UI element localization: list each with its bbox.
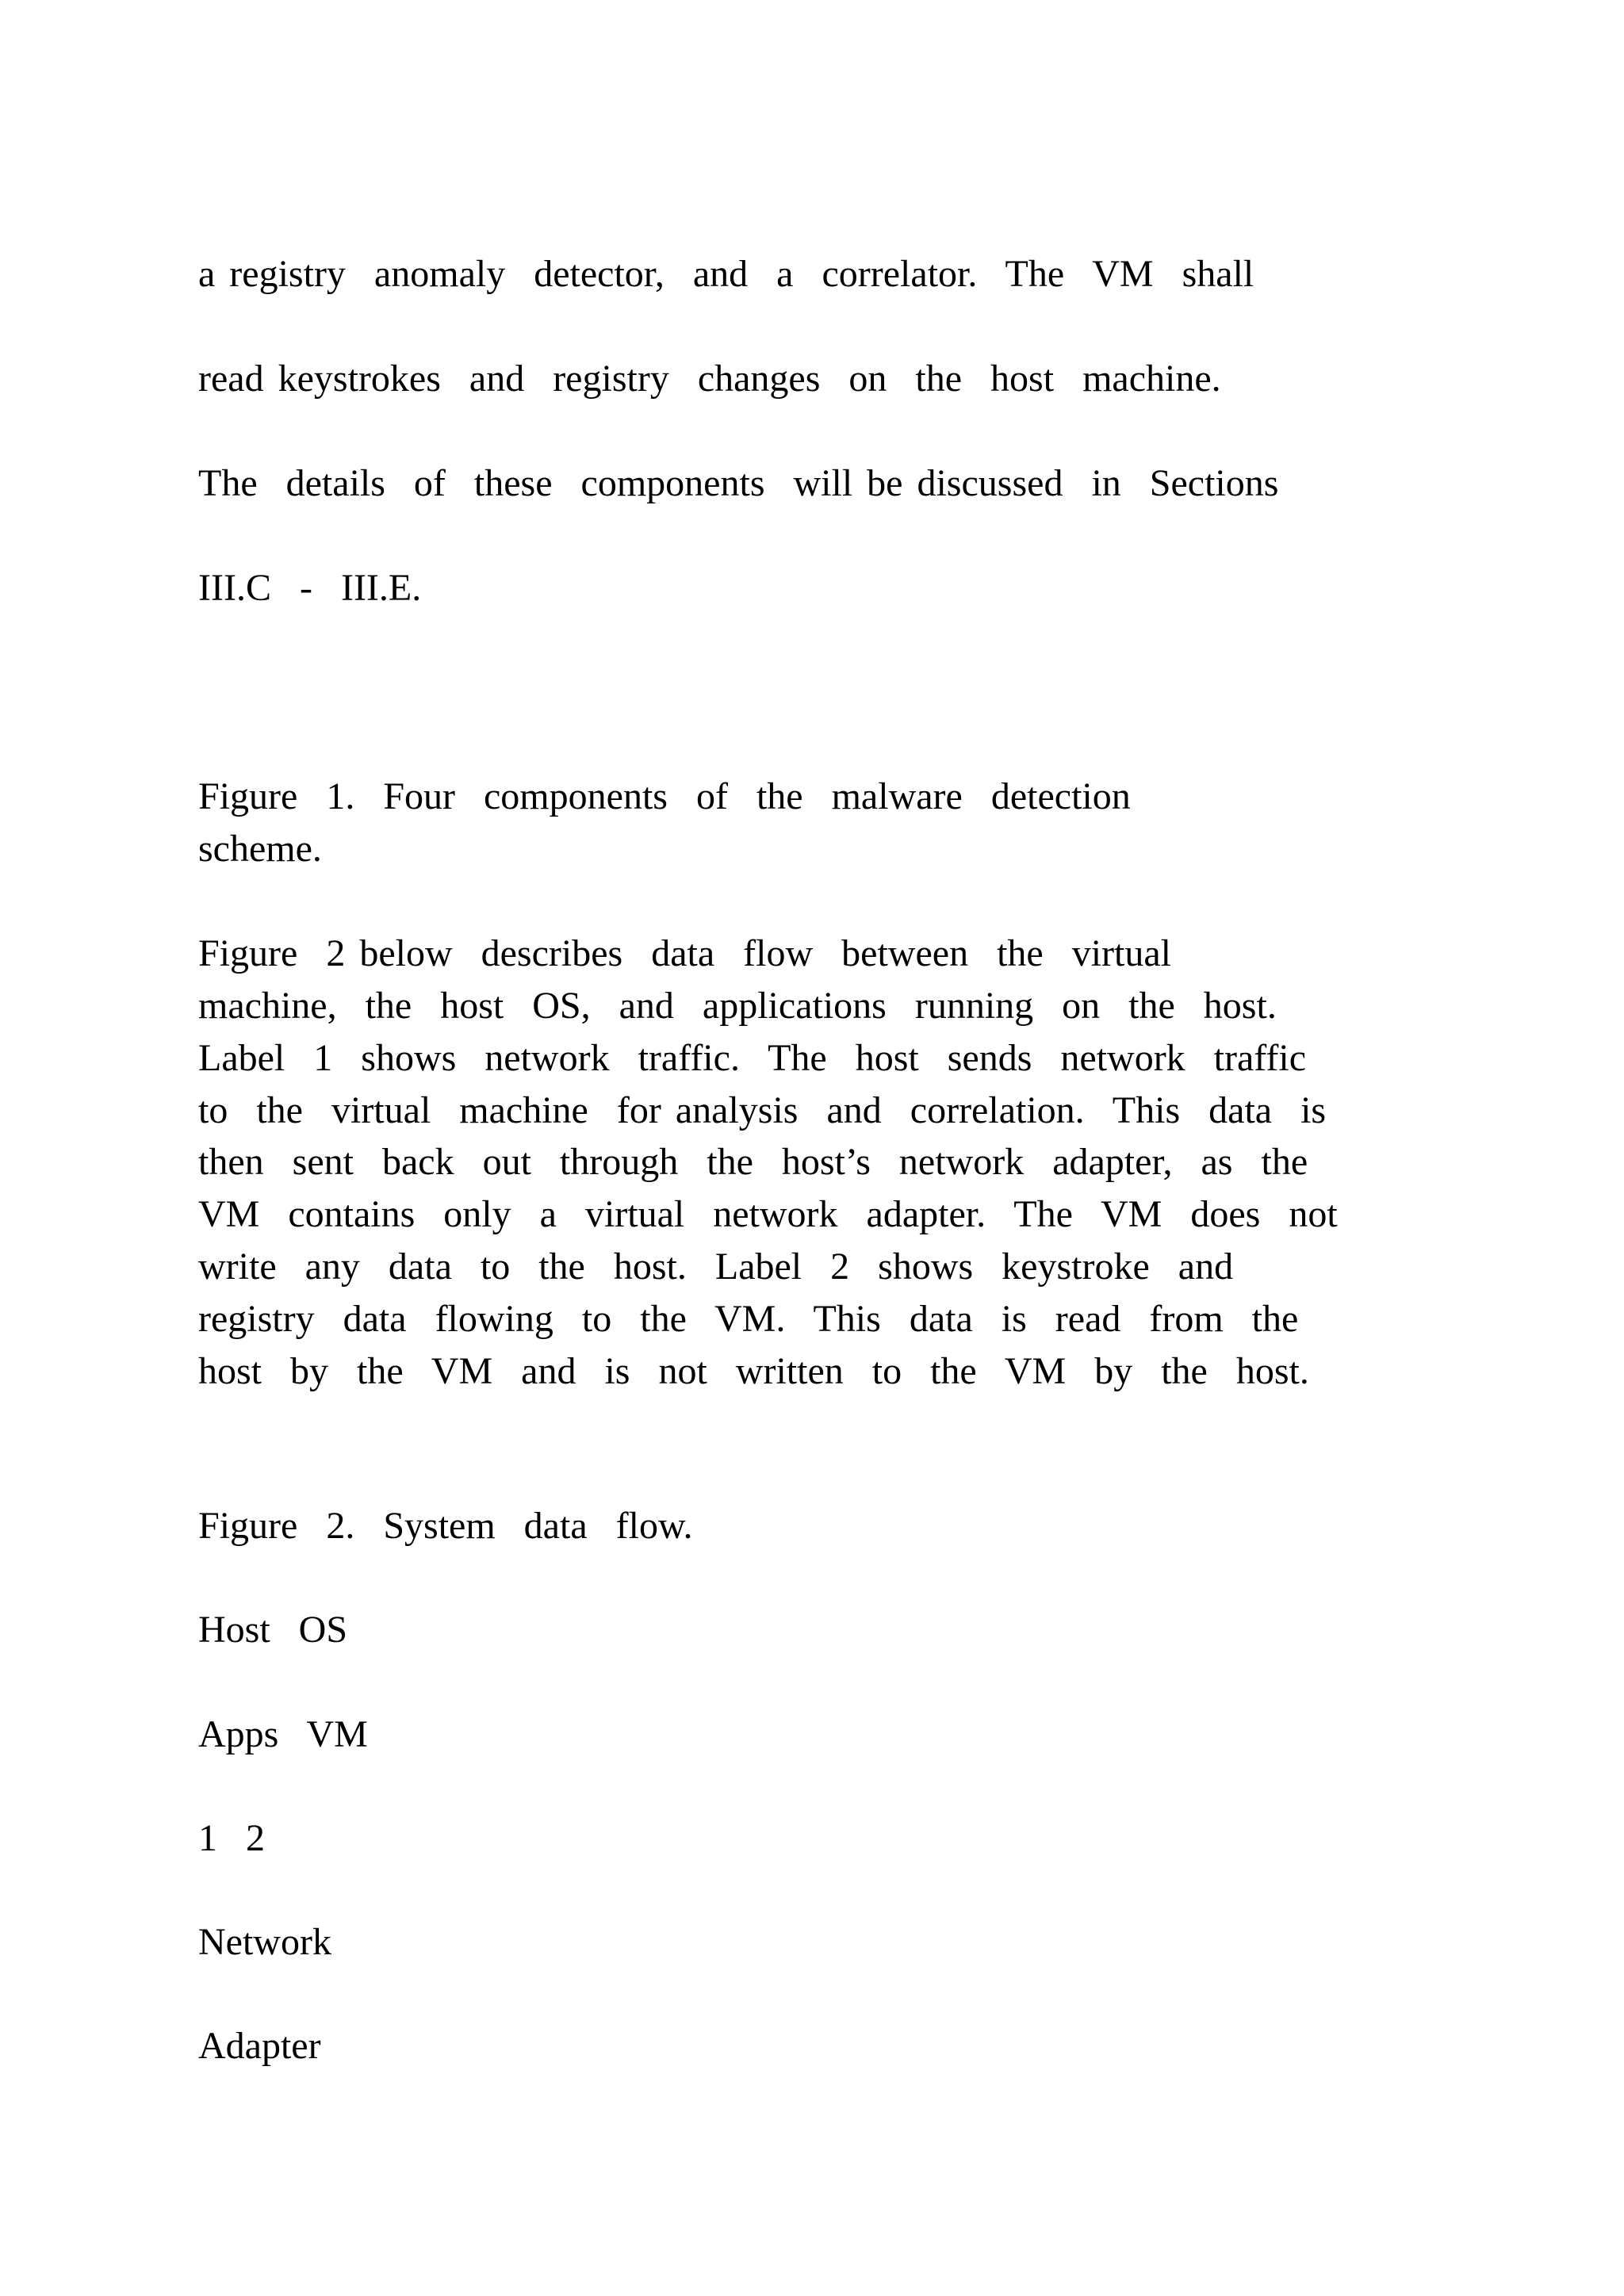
figure-2-label-host-os: Host OS	[198, 1609, 348, 1651]
paragraph-2-line-3: Label 1 shows network traffic. The host sends network traffic	[198, 1037, 1307, 1079]
figure-2-label-apps-vm: Apps VM	[198, 1713, 368, 1755]
paragraph-2-line-6: VM contains only a virtual network adapter. The VM does not	[198, 1193, 1338, 1235]
paragraph-2-line-7: write any data to the host. Label 2 shows keystroke and	[198, 1246, 1234, 1288]
figure-2-caption: Figure 2. System data flow.	[198, 1505, 693, 1547]
paragraph-2-line-4: to the virtual machine for analysis and correlation. This data is	[198, 1089, 1327, 1131]
figure-2-label-adapter: Adapter	[198, 2025, 321, 2067]
figure-1-caption-line-2: scheme.	[198, 828, 322, 870]
paragraph-2-line-1: Figure 2 below describes data flow between the virtual	[198, 932, 1171, 974]
paragraph-2-line-5: then sent back out through the host’s network adapter, as the	[198, 1141, 1308, 1183]
paragraph-1-line-2: read keystrokes and registry changes on the host machine.	[198, 358, 1221, 400]
paragraph-1-line-1: a registry anomaly detector, and a correlator. The VM shall	[198, 253, 1254, 295]
paragraph-1-line-3: The details of these components will be discussed in Sections	[198, 462, 1279, 504]
figure-2-label-numbers: 1 2	[198, 1817, 265, 1859]
paragraph-2-line-8: registry data flowing to the VM. This data is read from the	[198, 1298, 1299, 1340]
paragraph-2-line-9: host by the VM and is not written to the VM by the host.	[198, 1350, 1309, 1392]
paragraph-2-line-2: machine, the host OS, and applications running on the host.	[198, 985, 1277, 1027]
figure-2-label-network: Network	[198, 1921, 331, 1963]
paragraph-1-line-4: III.C - III.E.	[198, 567, 422, 609]
figure-1-caption-line-1: Figure 1. Four components of the malware detection	[198, 775, 1131, 817]
